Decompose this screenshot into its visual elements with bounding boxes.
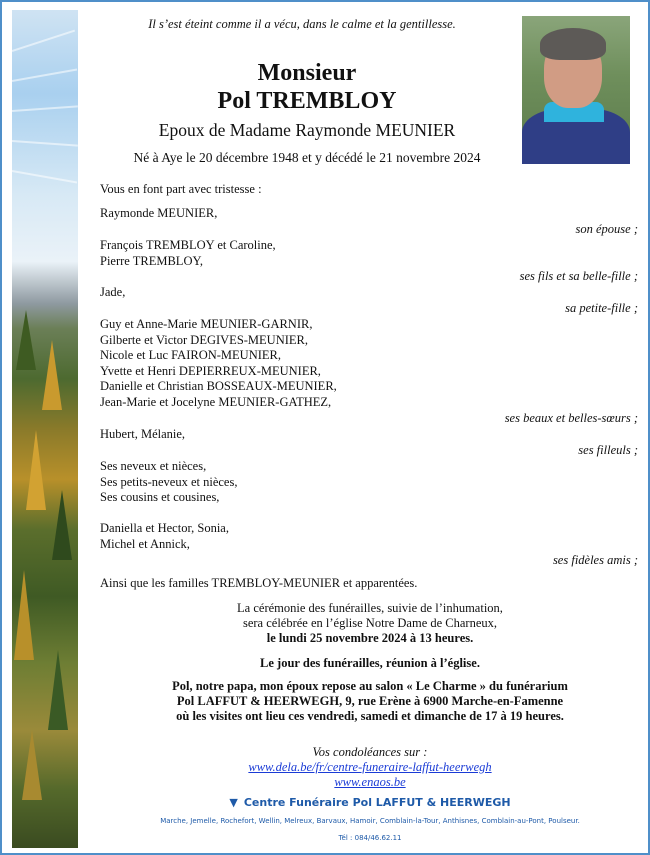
mourner-name: Hubert, Mélanie, [100, 427, 186, 441]
families-line: Ainsi que les familles TREMBLOY-MEUNIER et apparentées. [100, 576, 418, 590]
deceased-name: Pol TREMBLOY [217, 88, 397, 114]
condolences-block [102, 745, 638, 790]
mourner-name: Ses neveux et nièces, [100, 459, 207, 473]
ceremony-info [102, 601, 638, 646]
funeral-home-towns: Marche, Jemelle, Rochefort, Wellin, Melreux, Barvaux, Hamoir, Comblain-la-Tour, Anthisnes, Comblain-au-Pont, Poulseur. [160, 817, 580, 825]
relation-label: ses filleuls ; [578, 443, 638, 457]
visitation-line: Pol, notre papa, mon époux repose au salon « Le Charme » du funérarium [172, 679, 568, 693]
epitaph: Il s’est éteint comme il a vécu, dans le calme et la gentillesse. [148, 17, 456, 31]
mourner-name: Ses petits-neveux et nièces, [100, 474, 238, 489]
mourner-name: François TREMBLOY et Caroline, [100, 238, 276, 252]
mourner-name: Ses cousins et cousines, [100, 490, 220, 504]
relation-label: son épouse ; [575, 222, 638, 236]
mourner-group-sons [100, 238, 276, 269]
mourner-group-relatives [100, 459, 237, 506]
mourner-name: Gilberte et Victor DEGIVES-MEUNIER, [100, 332, 309, 347]
mourner-name: Raymonde MEUNIER, [100, 206, 218, 220]
mourner-name: Michel et Annick, [100, 536, 190, 551]
decorative-landscape-photo [12, 10, 78, 848]
mourner-group-granddaughter [100, 285, 125, 301]
mourner-name: Nicole et Luc FAIRON-MEUNIER, [100, 348, 281, 362]
visitation-info [102, 679, 638, 724]
mourner-name: Pierre TREMBLOY, [100, 253, 204, 268]
funeral-home-name [102, 796, 638, 809]
ceremony-date: le lundi 25 novembre 2024 à 13 heures. [266, 631, 474, 645]
mourner-name: Yvette et Henri DEPIERREUX-MEUNIER, [100, 363, 321, 378]
condolences-label: Vos condoléances sur : [312, 745, 428, 759]
reunion-line: Le jour des funérailles, réunion à l’église. [260, 656, 480, 670]
triangle-down-icon: ▼ [229, 796, 238, 809]
relation-label: ses fidèles amis ; [552, 553, 638, 567]
mourner-group-friends [100, 521, 229, 552]
relation-label: sa petite-fille ; [565, 301, 638, 315]
funeral-home-label: Centre Funéraire Pol LAFFUT & HEERWEGH [243, 796, 511, 809]
mourner-name: Jean-Marie et Jocelyne MEUNIER-GATHEZ, [100, 394, 332, 409]
mourner-name: Guy et Anne-Marie MEUNIER-GARNIR, [100, 317, 313, 331]
mourner-name: Daniella et Hector, Sonia, [100, 521, 229, 535]
spouse-line: Epoux de Madame Raymonde MEUNIER [158, 120, 456, 140]
mourner-group-spouse [100, 206, 217, 222]
relation-label: ses fils et sa belle-fille ; [519, 269, 638, 283]
ceremony-line: La cérémonie des funérailles, suivie de l’inhumation, [237, 601, 503, 615]
visitation-line: Pol LAFFUT & HEERWEGH, 9, rue Erène à 6900 Marche-en-Famenne [176, 694, 564, 708]
ceremony-line: sera célébrée en l’église Notre Dame de Charneux, [242, 616, 498, 630]
mourner-group-godchildren [100, 427, 185, 443]
relation-label: ses beaux et belles-sœurs ; [504, 411, 638, 425]
condolences-link-dela[interactable]: www.dela.be/fr/centre-funeraire-laffut-heerwegh [248, 760, 492, 774]
visitation-line: où les visites ont lieu ces vendredi, samedi et dimanche de 17 à 19 heures. [176, 709, 564, 723]
honorific: Monsieur [257, 60, 357, 86]
funeral-home-phone: Tél : 084/46.62.11 [338, 834, 402, 842]
mourner-name: Jade, [100, 285, 126, 299]
condolences-link-enaos[interactable]: www.enaos.be [334, 775, 406, 789]
mourner-name: Danielle et Christian BOSSEAUX-MEUNIER, [100, 379, 337, 393]
mourners-intro: Vous en font part avec tristesse : [100, 182, 262, 196]
deceased-portrait-photo [522, 16, 630, 164]
mourner-group-in-laws [100, 317, 337, 410]
birth-death-dates: Né à Aye le 20 décembre 1948 et y décédé le 21 novembre 2024 [133, 150, 481, 165]
